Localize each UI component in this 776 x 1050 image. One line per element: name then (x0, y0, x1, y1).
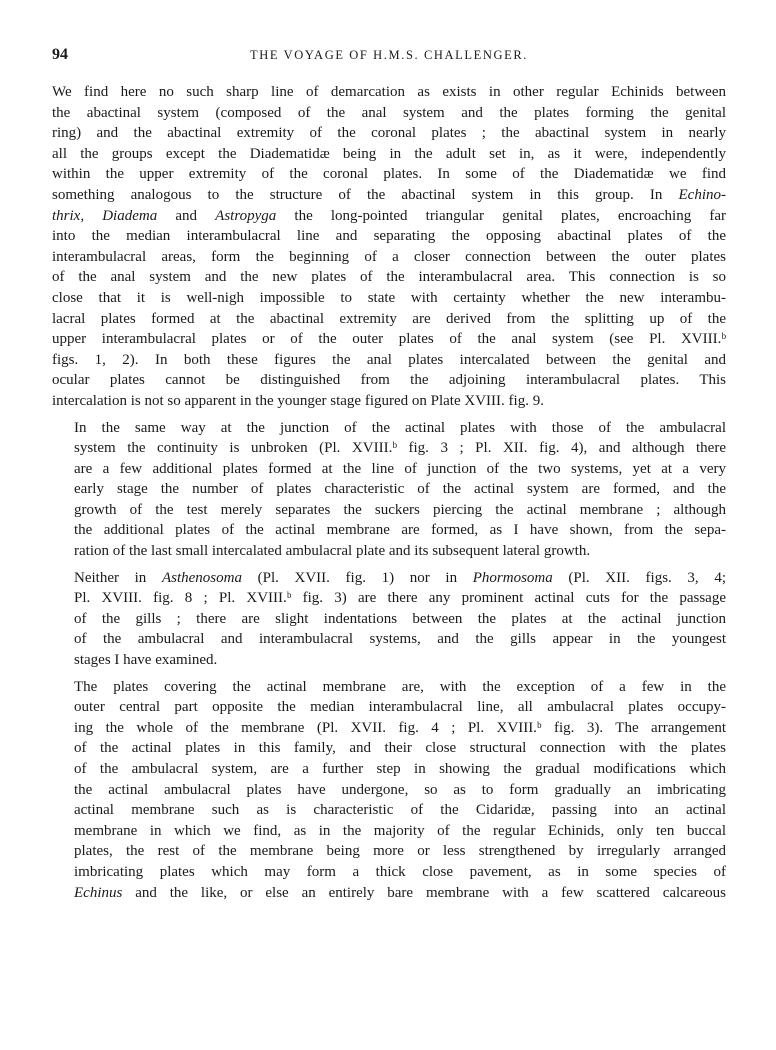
text-line: Echinus and the like, or else an entirely bare membrane with a few scattered calcareous (74, 884, 726, 901)
text-line: are a few additional plates formed at the line of junction of the two systems, yet at a very (74, 460, 726, 477)
taxon-name: Echino- (678, 186, 726, 203)
paragraph-1 (52, 82, 726, 412)
text-line: ring) and the abactinal extremity of the coronal plates ; the abactinal system in nearly (52, 125, 726, 142)
text-line: membrane in which we find, as in the majority of the regular Echinids, only ten buccal (74, 822, 726, 839)
text-line: of the ambulacral and interambulacral systems, and the gills appear in the youngest (74, 631, 726, 648)
text-line: intercalation is not so apparent in the younger stage figured on Plate XVIII. fig. 9. (52, 392, 544, 409)
taxon-name: Asthenosoma (161, 569, 242, 586)
text-line: into the median interambulacral line and separating the opposing abactinal plates of the (52, 228, 726, 245)
paragraph-4 (52, 677, 726, 904)
text-line: Neither in Asthenosoma (Pl. XVII. fig. 1) nor in Phormosoma (Pl. XII. figs. 3, 4; (74, 569, 726, 586)
text-line: figs. 1, 2). In both these figures the anal plates intercalated between the genital and (52, 351, 726, 368)
running-head: THE VOYAGE OF H.M.S. CHALLENGER. (249, 48, 529, 62)
text-line: of the gills ; there are slight indentations between the plates at the actinal junction (74, 610, 726, 627)
text-line: ing the whole of the membrane (Pl. XVII. fig. 4 ; Pl. XVIII.ᵇ fig. 3). The arrangement (74, 719, 726, 736)
text-line: In the same way at the junction of the actinal plates with those of the ambulacral (74, 419, 726, 436)
page-header (52, 46, 726, 68)
text-line: plates, the rest of the membrane being more or less strengthened by irregularly arranged (74, 843, 726, 860)
text-line: of the actinal plates in this family, and their close structural connection with the plates (74, 740, 726, 757)
taxon-name: Astropyga (215, 207, 277, 224)
text-line: of the ambulacral system, are a further step in showing the gradual modifications which (74, 761, 726, 777)
text-line: lacral plates formed at the abactinal extremity are derived from the splitting up of the (52, 310, 726, 327)
text-line: thrix, Diadema and Astropyga the long-pointed triangular genital plates, encroaching far (52, 207, 726, 224)
text-line: early stage the number of plates characteristic of the actinal system are formed, and the (74, 481, 726, 498)
text-line: system the continuity is unbroken (Pl. XVIII.ᵇ fig. 3 ; Pl. XII. fig. 4), and although there (74, 440, 726, 457)
taxon-name: thrix, Diadema (52, 207, 158, 224)
text-line: ocular plates cannot be distinguished from the adjoining interambulacral plates. This (52, 372, 726, 389)
text-line: the abactinal system (composed of the anal system and the plates forming the genital (52, 104, 726, 121)
text-line: within the upper extremity of the coronal plates. In some of the Diadematidæ we find (52, 166, 726, 183)
text-line: growth of the test merely separates the suckers piercing the actinal membrane ; although (74, 501, 726, 518)
text-line: ration of the last small intercalated ambulacral plate and its subsequent lateral growth. (74, 543, 591, 560)
body-text (52, 82, 726, 903)
paragraph-2 (52, 418, 726, 562)
text-line: The plates covering the actinal membrane are, with the exception of a few in the (74, 678, 726, 695)
text-line: interambulacral areas, form the beginning of a closer connection between the outer plates (52, 248, 726, 265)
text-line: of the anal system and the new plates of the interambulacral area. This connection is so (52, 269, 726, 286)
taxon-name: Echinus (74, 884, 123, 901)
text-line: the actinal ambulacral plates have undergone, so as to form gradually an imbricating (74, 781, 726, 798)
text-line: the additional plates of the actinal membrane are formed, as I have shown, from the sepa- (74, 522, 726, 539)
paragraph-3 (52, 568, 726, 671)
page-number: 94 (52, 46, 68, 63)
taxon-name: Phormosoma (472, 569, 553, 586)
text-line: We find here no such sharp line of demarcation as exists in other regular Echinids between (52, 84, 726, 100)
text-line: outer central part opposite the median interambulacral line, all ambulacral plates occupy- (74, 699, 726, 716)
text-line: upper interambulacral plates or of the outer plates of the anal system (see Pl. XVIII.ᵇ (52, 331, 726, 348)
text-line: Pl. XVIII. fig. 8 ; Pl. XVIII.ᵇ fig. 3) are there any prominent actinal cuts for the passage (74, 590, 726, 607)
text-line: actinal membrane such as is characteristic of the Cidaridæ, passing into an actinal (74, 802, 726, 819)
text-line: imbricating plates which may form a thick close pavement, as in some species of (74, 863, 726, 880)
text-line: stages I have examined. (74, 652, 218, 669)
text-line: close that it is well-nigh impossible to state with certainty whether the new interambu- (52, 289, 726, 306)
text-line: something analogous to the structure of the abactinal system in this group. In Echino- (52, 186, 726, 203)
text-line: all the groups except the Diadematidæ being in the adult set in, as it were, independently (52, 145, 726, 162)
